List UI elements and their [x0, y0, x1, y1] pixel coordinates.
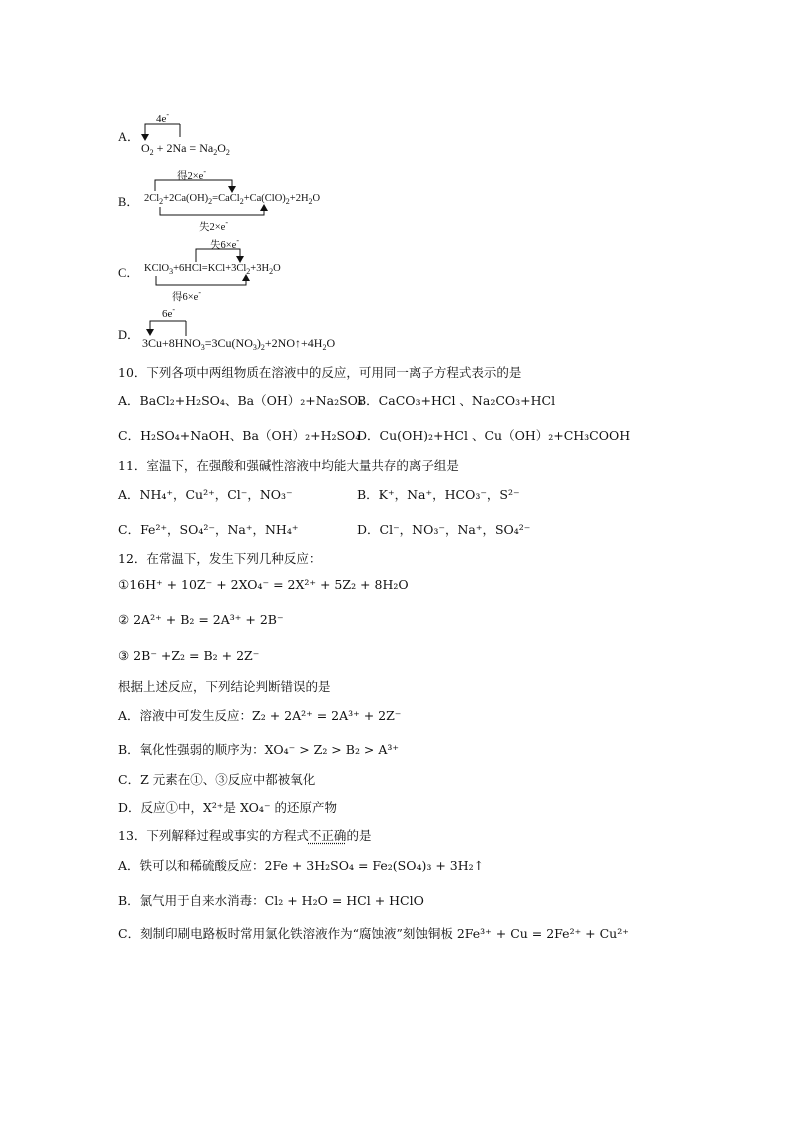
- q13-option-a: A．铁可以和稀硫酸反应：2Fe + 3H₂SO₄ = Fe₂(SO₄)₃ + 3H₂↑: [118, 858, 485, 873]
- q11-stem: 11．室温下，在强酸和强碱性溶液中均能大量共存的离子组是: [118, 458, 459, 473]
- q10-option-a: A．BaCl₂+H₂SO₄、Ba（OH）₂+Na₂SO₄: [118, 393, 363, 408]
- q9-option-c-label: C．: [118, 266, 139, 280]
- q12-option-c: C．Z 元素在①、③反应中都被氧化: [118, 772, 316, 787]
- q12-reaction-3: ③ 2B⁻ +Z₂ = B₂ + 2Z⁻: [118, 648, 260, 663]
- q9-b-lose-label: 失2×e-: [199, 218, 229, 233]
- q13-option-b: B．氯气用于自来水消毒：Cl₂ + H₂O = HCl + HClO: [118, 893, 424, 908]
- q9-a-electron-label: 4e-: [156, 110, 170, 125]
- q12-prompt: 根据上述反应，下列结论判断错误的是: [118, 679, 331, 694]
- q9-c-lose-label: 失6×e-: [210, 236, 240, 251]
- q12-reaction-2: ② 2A²⁺ + B₂ = 2A³⁺ + 2B⁻: [118, 612, 284, 627]
- q9-c-gain-label: 得6×e-: [172, 288, 202, 303]
- q12-option-d: D．反应①中，X²⁺是 XO₄⁻ 的还原产物: [118, 800, 338, 815]
- q12-option-b: B．氧化性强弱的顺序为：XO₄⁻ > Z₂ > B₂ > A³⁺: [118, 742, 400, 757]
- q9-d-electron-label: 6e-: [162, 305, 176, 320]
- q12-stem: 12．在常温下，发生下列几种反应：: [118, 551, 322, 566]
- q13-emphasis: 不正确: [308, 828, 347, 843]
- q10-option-b: B．CaCO₃+HCl 、Na₂CO₃+HCl: [357, 393, 556, 408]
- q10-option-d: D．Cu(OH)₂+HCl 、Cu（OH）₂+CH₃COOH: [357, 428, 631, 443]
- q11-option-c: C．Fe²⁺，SO₄²⁻，Na⁺，NH₄⁺: [118, 522, 299, 537]
- q11-option-b: B．K⁺，Na⁺，HCO₃⁻，S²⁻: [357, 487, 520, 502]
- q10-option-c: C．H₂SO₄+NaOH、Ba（OH）₂+H₂SO₄: [118, 428, 361, 443]
- q10-stem: 10．下列各项中两组物质在溶液中的反应，可用同一离子方程式表示的是: [118, 365, 522, 380]
- q12-option-a: A．溶液中可发生反应：Z₂ + 2A²⁺ = 2A³⁺ + 2Z⁻: [118, 708, 402, 723]
- q13-option-c: C．刻制印刷电路板时常用氯化铁溶液作为“腐蚀液”刻蚀铜板 2Fe³⁺ + Cu = 2Fe²⁺ + Cu²⁺: [118, 926, 629, 941]
- q11-option-d: D．Cl⁻，NO₃⁻，Na⁺，SO₄²⁻: [357, 522, 531, 537]
- q9-option-a-label: A．: [118, 130, 140, 144]
- q9-b-equation: $2Cl_2+2Ca(OH)_2=CaCl_2+Ca(ClO)_2+2H_2O$: [144, 193, 321, 206]
- q9-a-equation: $O_2 + 2Na = Na_2O_2$: [141, 141, 230, 157]
- q9-c-equation: $KClO_3+6HCl=KCl+3Cl_2+3H_2O$: [144, 263, 281, 276]
- q9-b-gain-label: 得2×e-: [177, 167, 207, 182]
- q9-d-equation: $3Cu+8HNO_3=3Cu(NO_3)_2+2NO↑+4H_2O$: [142, 336, 336, 352]
- q9-option-d-label: D．: [118, 328, 140, 342]
- q9-option-b-label: B．: [118, 195, 139, 209]
- q13-stem: 13．下列解释过程或事实的方程式不正确的是: [118, 828, 372, 843]
- q12-reaction-1: ①16H⁺ + 10Z⁻ + 2XO₄⁻ = 2X²⁺ + 5Z₂ + 8H₂O: [118, 577, 409, 592]
- q11-option-a: A．NH₄⁺，Cu²⁺，Cl⁻，NO₃⁻: [118, 487, 293, 502]
